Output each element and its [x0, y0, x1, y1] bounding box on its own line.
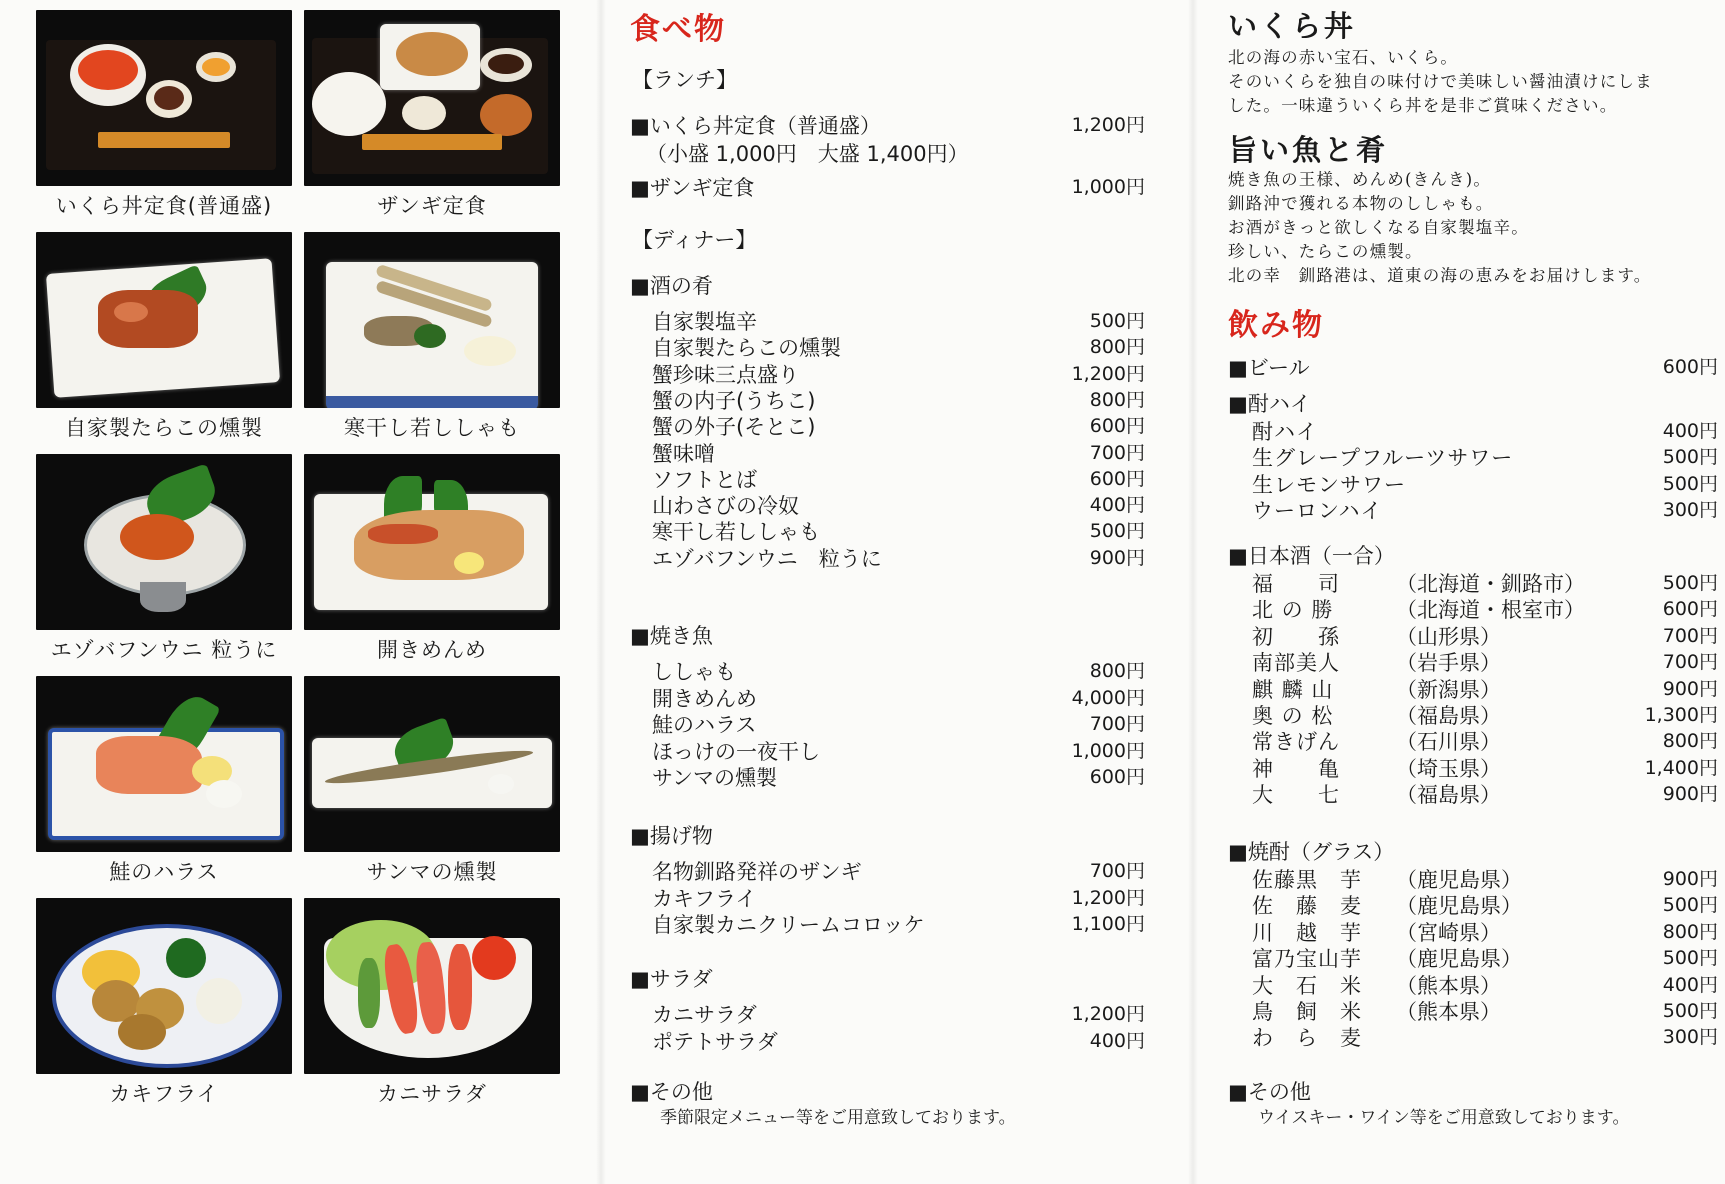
ikura-feature-title: いくら丼 [1228, 9, 1357, 43]
drink-item: 常きげん （石川県） 800円 [1252, 730, 1718, 755]
menu-item: 自家製たらこの燻製 800円 [652, 336, 1145, 361]
fish-feature-title: 旨い魚と肴 [1228, 133, 1389, 167]
smoked-tarako-photo [36, 232, 292, 408]
photo-card-menme [304, 454, 560, 664]
category-heading: ■日本酒（一合） [1228, 544, 1395, 568]
photo-caption: サンマの燻製 [366, 860, 498, 884]
category-heading: ■酒の肴 [630, 274, 713, 298]
menu-item: ししゃも 800円 [652, 660, 1145, 684]
menu-item: 蟹の外子(そとこ) 600円 [652, 415, 1145, 440]
menu-item: 蟹の内子(うちこ) 800円 [652, 388, 1145, 413]
drink-item: 佐 藤 麦 （鹿児島県） 500円 [1252, 894, 1718, 919]
menu-item-note: （小盛 1,000円 大盛 1,400円） [646, 142, 969, 166]
drink-item: 酎ハイ 400円 [1252, 420, 1718, 444]
drink-item: 生レモンサワー 500円 [1252, 472, 1718, 497]
dried-shishamo-photo [304, 232, 560, 408]
fried-oyster-photo [36, 898, 292, 1074]
menu-item: 自家製塩辛 500円 [652, 310, 1145, 334]
drink-item: 福 司 （北海道・釧路市） 500円 [1252, 572, 1718, 596]
menu-item: ポテトサラダ 400円 [652, 1030, 1145, 1054]
photo-caption: ザンギ定食 [377, 194, 487, 218]
photo-caption: 鮭のハラス [109, 860, 219, 884]
menu-item: 蟹味噌 700円 [652, 441, 1145, 466]
drink-item: 大 石 米 （熊本県） 400円 [1252, 973, 1718, 998]
photo-card-ikura-don [36, 10, 292, 220]
drink-item: 神 亀 （埼玉県） 1,400円 [1252, 756, 1718, 781]
menu-item: サンマの燻製 600円 [652, 766, 1145, 790]
menu-item: ■ザンギ定食 1,000円 [630, 176, 1145, 200]
drink-menu [1228, 0, 1718, 1130]
zangi-set-photo [304, 10, 560, 186]
photo-card-saury [304, 676, 560, 886]
smoked-saury-photo [304, 676, 560, 852]
menu-item: 名物釧路発祥のザンギ 700円 [652, 860, 1145, 884]
category-heading: ■焼酎（グラス） [1228, 840, 1395, 864]
drink-item: 生グレープフルーツサワー 500円 [1252, 446, 1718, 471]
menu-item: 鮭のハラス 700円 [652, 713, 1145, 737]
menu-item: カニサラダ 1,200円 [652, 1003, 1145, 1027]
category-heading: ■その他 [630, 1080, 713, 1104]
drink-item: わ ら 麦 300円 [1252, 1026, 1718, 1051]
photo-caption: いくら丼定食(普通盛) [55, 194, 273, 218]
salmon-belly-photo [36, 676, 292, 852]
drink-item: 麒 麟 山 （新潟県） 900円 [1252, 677, 1718, 702]
photo-caption: カニサラダ [377, 1082, 487, 1106]
menu-item: ソフトとば 600円 [652, 467, 1145, 492]
drink-item: 大 七 （福島県） 900円 [1252, 783, 1718, 808]
drink-item: 初 孫 （山形県） 700円 [1252, 624, 1718, 649]
food-section-title: 食べ物 [630, 12, 726, 47]
photo-card-tarako [36, 232, 292, 442]
drink-item: 鳥 飼 米 （熊本県） 500円 [1252, 1000, 1718, 1024]
photo-caption: 自家製たらこの燻製 [65, 416, 263, 440]
photo-card-zangi [304, 10, 560, 220]
feature-line: お酒がきっと欲しくなる自家製塩辛。 [1228, 218, 1529, 237]
drink-item: 川 越 芋 （宮崎県） 800円 [1252, 920, 1718, 945]
drinks-other-note: ウイスキー・ワイン等をご用意致しております。 [1258, 1108, 1630, 1128]
category-heading: ■その他 [1228, 1080, 1311, 1104]
feature-line: 北の幸 釧路港は、道東の海の恵みをお届けします。 [1228, 266, 1652, 285]
feature-line: 釧路沖で獲れる本物のししゃも。 [1228, 194, 1494, 213]
drink-item: ■ビール 600円 [1228, 356, 1718, 380]
menu-item: 蟹珍味三点盛り 1,200円 [652, 362, 1145, 387]
lunch-heading: 【ランチ】 [632, 68, 737, 92]
photo-grid [36, 10, 566, 1130]
photo-card-salmon [36, 676, 292, 886]
menu-item: ほっけの一夜干し 1,000円 [652, 739, 1145, 764]
photo-card-shishamo [304, 232, 560, 442]
category-heading: ■揚げ物 [630, 824, 713, 848]
crab-salad-photo [304, 898, 560, 1074]
photo-card-oyster [36, 898, 292, 1108]
menu-item: カキフライ 1,200円 [652, 886, 1145, 911]
drink-item: 南部美人 （岩手県） 700円 [1252, 651, 1718, 676]
menu-item: ■いくら丼定食（普通盛） 1,200円 [630, 114, 1145, 138]
menu-item: 開きめんめ 4,000円 [652, 686, 1145, 711]
menu-item: 山わさびの冷奴 400円 [652, 494, 1145, 519]
menu-item: エゾバフンウニ 粒うに 900円 [652, 546, 1145, 571]
other-note: 季節限定メニュー等をご用意致しております。 [660, 1108, 1016, 1128]
category-heading: ■焼き魚 [630, 624, 713, 648]
drink-item: 奥 の 松 （福島県） 1,300円 [1252, 704, 1718, 728]
photo-caption: エゾバフンウニ 粒うに [50, 638, 278, 662]
grilled-menme-photo [304, 454, 560, 630]
feature-line: 北の海の赤い宝石、いくら。 [1228, 48, 1459, 67]
drink-item: 富乃宝山芋 （鹿児島県） 500円 [1252, 947, 1718, 972]
photo-caption: 開きめんめ [377, 638, 487, 662]
photo-caption: カキフライ [109, 1082, 219, 1106]
drink-item: 北 の 勝 （北海道・根室市） 600円 [1252, 598, 1718, 623]
photo-caption: 寒干し若ししゃも [344, 416, 520, 440]
photo-card-uni [36, 454, 292, 664]
photo-card-crab-salad [304, 898, 560, 1108]
feature-line: 珍しい、たらこの燻製。 [1228, 242, 1423, 261]
menu-item: 寒干し若ししゃも 500円 [652, 520, 1145, 545]
dinner-heading: 【ディナー】 [632, 228, 757, 252]
drink-item: ウーロンハイ 300円 [1252, 499, 1718, 524]
feature-line: そのいくらを独自の味付けで美味しい醤油漬けにしま [1228, 72, 1653, 91]
drink-item: 佐藤黒 芋 （鹿児島県） 900円 [1252, 868, 1718, 892]
category-heading: ■酎ハイ [1228, 392, 1311, 416]
sea-urchin-photo [36, 454, 292, 630]
menu-item: 自家製カニクリームコロッケ 1,100円 [652, 913, 1145, 937]
category-heading: ■サラダ [630, 967, 713, 991]
feature-line: した。一味違ういくら丼を是非ご賞味ください。 [1228, 96, 1618, 115]
ikura-don-set-photo [36, 10, 292, 186]
drinks-section-title: 飲み物 [1228, 308, 1324, 343]
food-menu [630, 0, 1150, 1130]
feature-line: 焼き魚の王様、めんめ(きんき)。 [1228, 170, 1492, 189]
